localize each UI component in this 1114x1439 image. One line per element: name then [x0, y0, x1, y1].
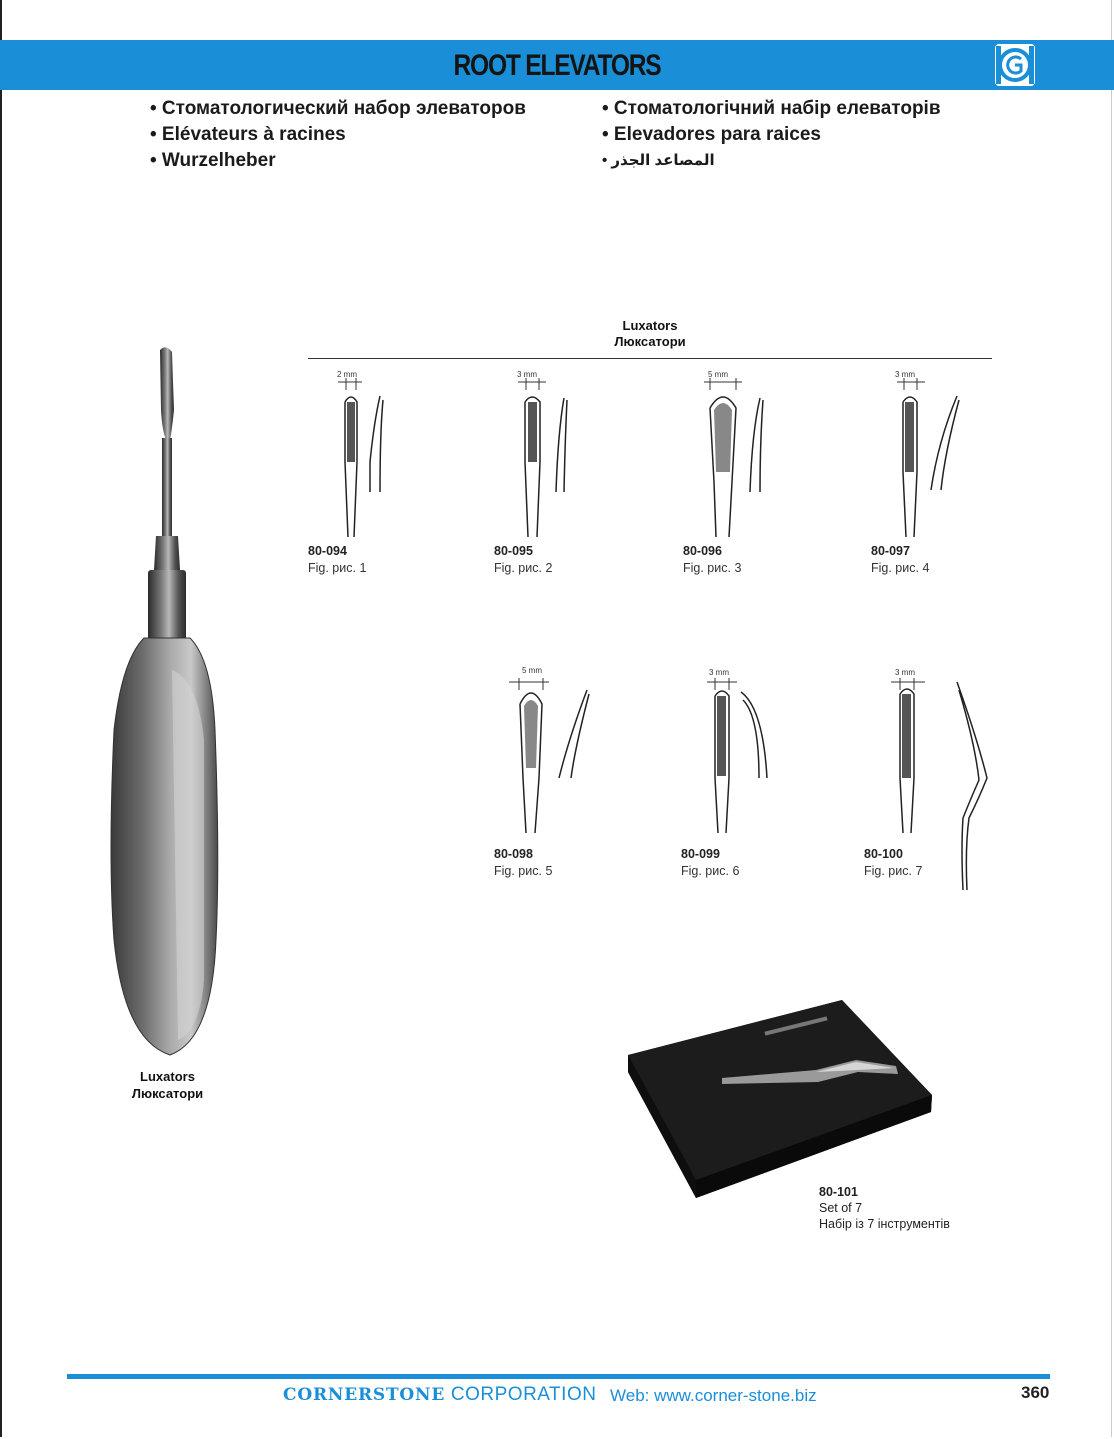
tip-drawing-2 [512, 372, 572, 532]
footer-brand-rest: CORPORATION [445, 1384, 597, 1405]
luxator-instrument-image [100, 340, 240, 1060]
lang-spanish: • Elevadores para raices [602, 124, 821, 145]
tip-width-3: 5 mm [708, 370, 728, 379]
set-code: 80-101 [819, 1185, 858, 1199]
item-fig-6: Fig. рис. 6 [681, 864, 740, 878]
lang-arabic: المصاعد الجذر • [602, 152, 715, 169]
item-code-80-100: 80-100 [864, 847, 903, 861]
instrument-caption-ua: Люксатори [131, 1086, 204, 1101]
item-fig-1: Fig. рис. 1 [308, 561, 367, 575]
cornerstone-logo-icon [995, 44, 1035, 86]
item-fig-7: Fig. рис. 7 [864, 864, 923, 878]
item-fig-4: Fig. рис. 4 [871, 561, 930, 575]
lang-ukrainian: • Стоматологічний набір елеваторів [602, 98, 941, 119]
section-divider [308, 358, 992, 359]
lang-russian: • Стоматологический набор элеваторов [150, 98, 526, 119]
tip-width-6: 3 mm [709, 668, 729, 677]
instrument-caption-en: Luxators [140, 1069, 195, 1084]
item-code-80-094: 80-094 [308, 544, 347, 558]
item-code-80-097: 80-097 [871, 544, 910, 558]
set-desc-en: Set of 7 [819, 1201, 863, 1215]
section-title-en: Luxators [622, 318, 678, 333]
set-desc-ua: Набір із 7 інструментів [819, 1217, 950, 1231]
lang-german: • Wurzelheber [150, 150, 276, 171]
language-list-left [150, 96, 526, 174]
item-code-80-095: 80-095 [494, 544, 533, 558]
item-code-80-096: 80-096 [683, 544, 722, 558]
tip-drawing-5 [505, 668, 595, 838]
item-code-80-098: 80-098 [494, 847, 533, 861]
instrument-caption [100, 1068, 235, 1102]
tip-width-5: 5 mm [522, 666, 542, 675]
tip-drawing-4 [893, 372, 973, 532]
footer-brand-bold: CORNERSTONE [283, 1385, 446, 1405]
page-title: ROOT ELEVATORS [453, 49, 661, 82]
section-heading [560, 318, 740, 350]
tip-width-2: 3 mm [517, 370, 537, 379]
tip-drawing-6 [703, 668, 783, 838]
footer-website-link[interactable]: Web: www.corner-stone.biz [610, 1386, 817, 1405]
footer-brand [283, 1384, 596, 1406]
language-list-right [602, 96, 941, 174]
tip-width-4: 3 mm [895, 370, 915, 379]
footer-divider [67, 1374, 1050, 1379]
set-info [819, 1184, 950, 1232]
instrument-case-image [626, 1000, 946, 1200]
tip-width-7: 3 mm [895, 668, 915, 677]
item-fig-2: Fig. рис. 2 [494, 561, 553, 575]
tip-drawing-3 [700, 372, 770, 532]
item-fig-5: Fig. рис. 5 [494, 864, 553, 878]
section-title-ua: Люксатори [614, 334, 686, 349]
item-code-80-099: 80-099 [681, 847, 720, 861]
tip-drawing-1 [330, 372, 390, 532]
lang-french: • Elévateurs à racines [150, 124, 346, 145]
item-fig-3: Fig. рис. 3 [683, 561, 742, 575]
page-number: 360 [1021, 1383, 1050, 1402]
tip-width-1: 2 mm [337, 370, 357, 379]
